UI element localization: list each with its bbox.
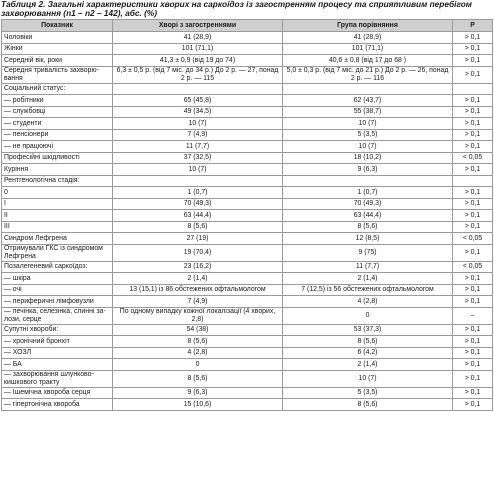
row-label: — студенти	[2, 118, 113, 130]
cell-exacerbation-group	[113, 83, 283, 95]
row-label: — не працюючі	[2, 141, 113, 153]
table-row	[2, 152, 493, 164]
cell-p-value: > 0,1	[453, 359, 493, 371]
cell-comparison-group: 8 (5,6)	[283, 221, 453, 233]
row-label: — пенсіонери	[2, 129, 113, 141]
table-row	[2, 129, 493, 141]
cell-p-value: > 0,1	[453, 32, 493, 44]
cell-p-value: > 0,1	[453, 244, 493, 261]
cell-exacerbation-group: 63 (44,4)	[113, 210, 283, 222]
cell-comparison-group: 2 (1,4)	[283, 359, 453, 371]
cell-comparison-group: 5,0 ± 0,3 р. (від 7 міс. до 21 р.) До 2 р. — 26, понад 2 р. — 116	[283, 66, 453, 83]
row-label: I	[2, 198, 113, 210]
cell-p-value: > 0,1	[453, 336, 493, 348]
cell-comparison-group: 70 (49,3)	[283, 198, 453, 210]
row-label: Професійні шкідливості	[2, 152, 113, 164]
table-row	[2, 324, 493, 336]
cell-p-value: > 0,1	[453, 106, 493, 118]
cell-p-value: > 0,1	[453, 221, 493, 233]
cell-comparison-group: 6 (4,2)	[283, 347, 453, 359]
table-row	[2, 106, 493, 118]
column-header-exacerbation-group: Хворі з загостреннями	[113, 20, 283, 32]
cell-exacerbation-group: 13 (15,1) із 86 обстежених офтальмологом	[113, 284, 283, 296]
cell-exacerbation-group: 7 (4,9)	[113, 129, 283, 141]
cell-p-value: < 0,05	[453, 233, 493, 245]
cell-comparison-group: 10 (7)	[283, 118, 453, 130]
table-row	[2, 233, 493, 245]
cell-exacerbation-group: 65 (45,8)	[113, 95, 283, 107]
cell-comparison-group: 40,6 ± 0,8 (від 17 до 68 )	[283, 55, 453, 67]
table-row	[2, 307, 493, 324]
table-row	[2, 66, 493, 83]
table-row	[2, 198, 493, 210]
cell-comparison-group: 5 (3,5)	[283, 129, 453, 141]
row-label: Соціальний статус:	[2, 83, 113, 95]
table-row	[2, 370, 493, 387]
cell-exacerbation-group: 10 (7)	[113, 164, 283, 176]
patient-characteristics-table	[1, 19, 493, 411]
row-label: Жінки	[2, 43, 113, 55]
row-label: Отримували ГКС із синдромом Лефгрена	[2, 244, 113, 261]
table-row	[2, 244, 493, 261]
table-row	[2, 187, 493, 199]
table-row	[2, 164, 493, 176]
cell-exacerbation-group: 19 (70,4)	[113, 244, 283, 261]
row-label: 0	[2, 187, 113, 199]
row-label: Середня тривалість захворю-вання	[2, 66, 113, 83]
column-header-p-value: P	[453, 20, 493, 32]
cell-p-value: > 0,1	[453, 66, 493, 83]
cell-p-value: < 0,05	[453, 261, 493, 273]
cell-comparison-group: 9 (75)	[283, 244, 453, 261]
cell-exacerbation-group: 6,3 ± 0,5 р. (від 7 міс. до 34 р.) До 2 р. — 27, понад 2 р. — 115	[113, 66, 283, 83]
row-label: — БА	[2, 359, 113, 371]
row-label: II	[2, 210, 113, 222]
cell-comparison-group	[283, 175, 453, 187]
cell-p-value: > 0,1	[453, 284, 493, 296]
cell-p-value: > 0,1	[453, 43, 493, 55]
table-row	[2, 175, 493, 187]
row-label: Позалегеневий саркоїдоз:	[2, 261, 113, 273]
row-label: — периферичні лімфовузли	[2, 296, 113, 308]
table-row	[2, 55, 493, 67]
column-header-comparison-group: Група порівняння	[283, 20, 453, 32]
cell-exacerbation-group: 15 (10,6)	[113, 399, 283, 411]
cell-p-value: > 0,1	[453, 387, 493, 399]
cell-exacerbation-group: 49 (34,5)	[113, 106, 283, 118]
cell-comparison-group: 1 (0,7)	[283, 187, 453, 199]
table-row	[2, 141, 493, 153]
table-row	[2, 387, 493, 399]
cell-p-value: –	[453, 307, 493, 324]
table-row	[2, 284, 493, 296]
cell-p-value: < 0,05	[453, 152, 493, 164]
row-label: — службовці	[2, 106, 113, 118]
cell-p-value	[453, 175, 493, 187]
cell-exacerbation-group	[113, 175, 283, 187]
cell-comparison-group: 10 (7)	[283, 141, 453, 153]
cell-comparison-group: 2 (1,4)	[283, 273, 453, 285]
cell-comparison-group: 8 (5,6)	[283, 399, 453, 411]
cell-p-value: > 0,1	[453, 164, 493, 176]
row-label: — печінка, селезінка, слинні за-лози, серце	[2, 307, 113, 324]
row-label: Середній вік, роки	[2, 55, 113, 67]
table-row	[2, 43, 493, 55]
row-label: — шкіра	[2, 273, 113, 285]
table-row	[2, 221, 493, 233]
cell-comparison-group: 11 (7,7)	[283, 261, 453, 273]
cell-comparison-group: 41 (28,9)	[283, 32, 453, 44]
cell-exacerbation-group: 4 (2,8)	[113, 347, 283, 359]
row-label: — ХОЗЛ	[2, 347, 113, 359]
row-label: Рентгенологічна стадія:	[2, 175, 113, 187]
cell-exacerbation-group: 8 (5,6)	[113, 370, 283, 387]
cell-exacerbation-group: 9 (6,3)	[113, 387, 283, 399]
table-row	[2, 83, 493, 95]
cell-p-value: > 0,1	[453, 296, 493, 308]
cell-p-value: > 0,1	[453, 198, 493, 210]
row-label: Супутні хвороби:	[2, 324, 113, 336]
table-row	[2, 336, 493, 348]
cell-comparison-group: 5 (3,5)	[283, 387, 453, 399]
cell-p-value: > 0,1	[453, 129, 493, 141]
cell-p-value: > 0,1	[453, 55, 493, 67]
table-row	[2, 32, 493, 44]
cell-exacerbation-group: 7 (4,9)	[113, 296, 283, 308]
row-label: — очі	[2, 284, 113, 296]
cell-comparison-group: 7 (12,5) із 56 обстежених офтальмологом	[283, 284, 453, 296]
cell-comparison-group: 18 (10,2)	[283, 152, 453, 164]
row-label: — робітники	[2, 95, 113, 107]
table-row	[2, 296, 493, 308]
cell-comparison-group: 8 (5,6)	[283, 336, 453, 348]
table-row	[2, 261, 493, 273]
row-label: — Ішемічна хвороба серця	[2, 387, 113, 399]
cell-exacerbation-group: 11 (7,7)	[113, 141, 283, 153]
cell-p-value: > 0,1	[453, 141, 493, 153]
table-row	[2, 210, 493, 222]
cell-exacerbation-group: 23 (16,2)	[113, 261, 283, 273]
table-row	[2, 273, 493, 285]
cell-exacerbation-group: 101 (71,1)	[113, 43, 283, 55]
row-label: Синдром Лефгрена	[2, 233, 113, 245]
cell-exacerbation-group: 8 (5,6)	[113, 221, 283, 233]
cell-p-value: > 0,1	[453, 210, 493, 222]
cell-exacerbation-group: 10 (7)	[113, 118, 283, 130]
cell-comparison-group: 55 (38,7)	[283, 106, 453, 118]
row-label: — захворювання шлунково-кишкового тракту	[2, 370, 113, 387]
cell-exacerbation-group: 27 (19)	[113, 233, 283, 245]
cell-comparison-group: 62 (43,7)	[283, 95, 453, 107]
table-row	[2, 399, 493, 411]
table-row	[2, 347, 493, 359]
column-header-indicator: Показник	[2, 20, 113, 32]
cell-p-value: > 0,1	[453, 118, 493, 130]
cell-exacerbation-group: 41,3 ± 0,9 (від 19 до 74)	[113, 55, 283, 67]
cell-exacerbation-group: 8 (5,6)	[113, 336, 283, 348]
cell-comparison-group: 63 (44,4)	[283, 210, 453, 222]
cell-comparison-group: 4 (2,8)	[283, 296, 453, 308]
cell-exacerbation-group: 2 (1,4)	[113, 273, 283, 285]
row-label: Куріння	[2, 164, 113, 176]
cell-comparison-group	[283, 83, 453, 95]
row-label: III	[2, 221, 113, 233]
cell-comparison-group: 12 (8,5)	[283, 233, 453, 245]
cell-exacerbation-group: По одному випадку кожної локалізації (4 хворих, 2,8)	[113, 307, 283, 324]
cell-exacerbation-group: 37 (32,5)	[113, 152, 283, 164]
table-row	[2, 95, 493, 107]
cell-p-value: > 0,1	[453, 370, 493, 387]
cell-exacerbation-group: 41 (28,9)	[113, 32, 283, 44]
cell-exacerbation-group: 1 (0,7)	[113, 187, 283, 199]
cell-p-value: > 0,1	[453, 399, 493, 411]
cell-comparison-group: 101 (71,1)	[283, 43, 453, 55]
cell-comparison-group: 10 (7)	[283, 370, 453, 387]
row-label: — хронічний бронхіт	[2, 336, 113, 348]
row-label: Чоловіки	[2, 32, 113, 44]
cell-p-value: > 0,1	[453, 347, 493, 359]
cell-comparison-group: 0	[283, 307, 453, 324]
cell-p-value: > 0,1	[453, 187, 493, 199]
cell-p-value	[453, 83, 493, 95]
table-caption: Таблиця 2. Загальні характеристики хворих на саркоїдоз із загостренням процесу та сприятливим перебігом захворювання (n1 – n2 – 142), абс. (%)	[1, 0, 472, 19]
row-label: — гіпертонічна хвороба	[2, 399, 113, 411]
cell-comparison-group: 9 (6,3)	[283, 164, 453, 176]
cell-comparison-group: 53 (37,3)	[283, 324, 453, 336]
table-row	[2, 118, 493, 130]
cell-exacerbation-group: 54 (38)	[113, 324, 283, 336]
cell-p-value: > 0,1	[453, 273, 493, 285]
cell-exacerbation-group: 70 (49,3)	[113, 198, 283, 210]
table-header-row	[2, 20, 493, 32]
cell-p-value: > 0,1	[453, 324, 493, 336]
cell-p-value: > 0,1	[453, 95, 493, 107]
cell-exacerbation-group: 0	[113, 359, 283, 371]
table-row	[2, 359, 493, 371]
